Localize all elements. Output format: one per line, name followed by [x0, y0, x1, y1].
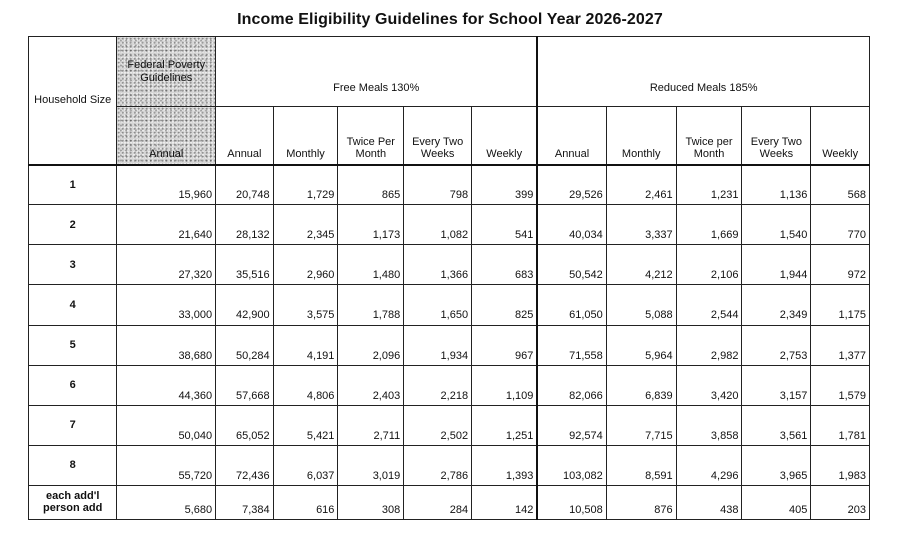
reduced-every-two-weeks-cell: 1,540	[742, 205, 811, 245]
household-size-cell: 2	[29, 205, 117, 245]
reduced-monthly-cell: 4,212	[606, 245, 676, 285]
reduced-annual-cell: 61,050	[537, 285, 606, 325]
free-weekly-cell: 967	[472, 325, 538, 365]
header-row-1	[29, 37, 870, 107]
free-every-two-weeks-cell: 1,650	[404, 285, 472, 325]
reduced-monthly-cell: 5,088	[606, 285, 676, 325]
free-twice-per-month-cell: 308	[338, 485, 404, 519]
free-weekly-cell: 1,393	[472, 445, 538, 485]
reduced-every-two-weeks-cell: 2,349	[742, 285, 811, 325]
free-twice-per-month-cell: 2,711	[338, 405, 404, 445]
reduced-twice-per-month-cell: 3,420	[676, 365, 742, 405]
reduced-twice-per-month-cell: 438	[676, 485, 742, 519]
free-monthly-cell: 5,421	[273, 405, 338, 445]
fpg-annual-cell: 38,680	[117, 325, 216, 365]
free-annual-cell: 50,284	[216, 325, 274, 365]
table-row	[29, 285, 870, 325]
free-monthly-cell: 1,729	[273, 165, 338, 205]
free-annual-cell: 28,132	[216, 205, 274, 245]
free-twice-per-month-cell: 1,480	[338, 245, 404, 285]
free-monthly-cell: 2,345	[273, 205, 338, 245]
fpg-annual-cell: 33,000	[117, 285, 216, 325]
free-monthly-cell: 616	[273, 485, 338, 519]
reduced-weekly-header: Weekly	[811, 107, 870, 165]
free-meals-header: Free Meals 130%	[216, 37, 538, 107]
reduced-twice-per-month-cell: 3,858	[676, 405, 742, 445]
reduced-meals-header: Reduced Meals 185%	[537, 37, 869, 107]
reduced-weekly-cell: 1,175	[811, 285, 870, 325]
free-annual-cell: 20,748	[216, 165, 274, 205]
household-size-cell: 8	[29, 445, 117, 485]
reduced-monthly-cell: 8,591	[606, 445, 676, 485]
header-row-2	[29, 107, 870, 165]
free-weekly-cell: 399	[472, 165, 538, 205]
free-annual-cell: 65,052	[216, 405, 274, 445]
household-size-cell: 3	[29, 245, 117, 285]
free-monthly-cell: 4,191	[273, 325, 338, 365]
table-row	[29, 205, 870, 245]
reduced-twice-per-month-cell: 1,231	[676, 165, 742, 205]
fpg-header: Federal Poverty Guidelines	[117, 37, 216, 107]
reduced-every-two-weeks-cell: 1,944	[742, 245, 811, 285]
free-weekly-cell: 1,109	[472, 365, 538, 405]
reduced-monthly-cell: 5,964	[606, 325, 676, 365]
free-twice-per-month-cell: 2,096	[338, 325, 404, 365]
reduced-weekly-cell: 1,377	[811, 325, 870, 365]
reduced-twice-per-month-cell: 2,982	[676, 325, 742, 365]
free-monthly-cell: 4,806	[273, 365, 338, 405]
reduced-annual-cell: 71,558	[537, 325, 606, 365]
free-twice-per-month-cell: 1,788	[338, 285, 404, 325]
free-twice-per-month-cell: 2,403	[338, 365, 404, 405]
reduced-annual-cell: 40,034	[537, 205, 606, 245]
reduced-every-two-weeks-cell: 405	[742, 485, 811, 519]
reduced-twice-per-month-cell: 4,296	[676, 445, 742, 485]
fpg-annual-cell: 55,720	[117, 445, 216, 485]
reduced-twice-per-month-cell: 2,106	[676, 245, 742, 285]
free-every-two-weeks-cell: 1,934	[404, 325, 472, 365]
reduced-annual-cell: 50,542	[537, 245, 606, 285]
reduced-monthly-cell: 6,839	[606, 365, 676, 405]
reduced-every-two-weeks-cell: 3,561	[742, 405, 811, 445]
reduced-annual-cell: 103,082	[537, 445, 606, 485]
reduced-annual-header: Annual	[537, 107, 606, 165]
reduced-twice-per-month-cell: 2,544	[676, 285, 742, 325]
fpg-annual-cell: 27,320	[117, 245, 216, 285]
reduced-annual-cell: 10,508	[537, 485, 606, 519]
additional-person-label-line1: each add'l	[46, 490, 100, 503]
free-every-two-weeks-cell: 1,082	[404, 205, 472, 245]
reduced-every-two-weeks-cell: 3,965	[742, 445, 811, 485]
free-annual-cell: 42,900	[216, 285, 274, 325]
free-monthly-header: Monthly	[273, 107, 338, 165]
household-size-cell: 6	[29, 365, 117, 405]
fpg-annual-header: Annual	[117, 107, 216, 165]
free-annual-cell: 35,516	[216, 245, 274, 285]
table-row	[29, 325, 870, 365]
household-size-cell: 1	[29, 165, 117, 205]
table-row	[29, 405, 870, 445]
reduced-monthly-cell: 7,715	[606, 405, 676, 445]
free-weekly-cell: 541	[472, 205, 538, 245]
fpg-annual-cell: 15,960	[117, 165, 216, 205]
additional-person-label-line2: person add	[43, 502, 103, 515]
reduced-weekly-cell: 1,983	[811, 445, 870, 485]
reduced-weekly-cell: 1,781	[811, 405, 870, 445]
free-every-two-weeks-header: Every Two Weeks	[404, 107, 472, 165]
reduced-twice-per-month-header: Twice per Month	[676, 107, 742, 165]
reduced-monthly-cell: 3,337	[606, 205, 676, 245]
reduced-monthly-header: Monthly	[606, 107, 676, 165]
free-every-two-weeks-cell: 2,218	[404, 365, 472, 405]
free-annual-cell: 57,668	[216, 365, 274, 405]
reduced-twice-per-month-cell: 1,669	[676, 205, 742, 245]
table-row	[29, 445, 870, 485]
table-row	[29, 165, 870, 205]
reduced-weekly-cell: 203	[811, 485, 870, 519]
free-twice-per-month-header: Twice Per Month	[338, 107, 404, 165]
table-row	[29, 365, 870, 405]
page-title: Income Eligibility Guidelines for School Year 2026-2027	[237, 11, 663, 28]
reduced-monthly-cell: 876	[606, 485, 676, 519]
free-every-two-weeks-cell: 284	[404, 485, 472, 519]
free-weekly-cell: 1,251	[472, 405, 538, 445]
free-weekly-cell: 825	[472, 285, 538, 325]
free-every-two-weeks-cell: 2,786	[404, 445, 472, 485]
reduced-annual-cell: 29,526	[537, 165, 606, 205]
additional-person-row	[29, 485, 870, 519]
reduced-weekly-cell: 972	[811, 245, 870, 285]
free-every-two-weeks-cell: 2,502	[404, 405, 472, 445]
fpg-annual-cell: 50,040	[117, 405, 216, 445]
free-monthly-cell: 2,960	[273, 245, 338, 285]
free-weekly-cell: 142	[472, 485, 538, 519]
reduced-monthly-cell: 2,461	[606, 165, 676, 205]
free-weekly-header: Weekly	[472, 107, 538, 165]
reduced-annual-cell: 82,066	[537, 365, 606, 405]
free-weekly-cell: 683	[472, 245, 538, 285]
household-size-header: Household Size	[29, 37, 117, 165]
free-monthly-cell: 6,037	[273, 445, 338, 485]
fpg-annual-cell: 44,360	[117, 365, 216, 405]
reduced-every-two-weeks-header: Every Two Weeks	[742, 107, 811, 165]
additional-person-label	[29, 485, 117, 519]
fpg-annual-cell: 21,640	[117, 205, 216, 245]
free-annual-cell: 7,384	[216, 485, 274, 519]
table-row	[29, 245, 870, 285]
reduced-every-two-weeks-cell: 2,753	[742, 325, 811, 365]
household-size-cell: 7	[29, 405, 117, 445]
household-size-cell: 5	[29, 325, 117, 365]
free-twice-per-month-cell: 3,019	[338, 445, 404, 485]
household-size-cell: 4	[29, 285, 117, 325]
reduced-every-two-weeks-cell: 3,157	[742, 365, 811, 405]
reduced-every-two-weeks-cell: 1,136	[742, 165, 811, 205]
free-annual-cell: 72,436	[216, 445, 274, 485]
free-annual-header: Annual	[216, 107, 274, 165]
eligibility-table	[28, 36, 870, 520]
free-twice-per-month-cell: 865	[338, 165, 404, 205]
fpg-annual-cell: 5,680	[117, 485, 216, 519]
free-monthly-cell: 3,575	[273, 285, 338, 325]
reduced-weekly-cell: 568	[811, 165, 870, 205]
reduced-annual-cell: 92,574	[537, 405, 606, 445]
free-every-two-weeks-cell: 1,366	[404, 245, 472, 285]
free-twice-per-month-cell: 1,173	[338, 205, 404, 245]
free-every-two-weeks-cell: 798	[404, 165, 472, 205]
reduced-weekly-cell: 1,579	[811, 365, 870, 405]
reduced-weekly-cell: 770	[811, 205, 870, 245]
